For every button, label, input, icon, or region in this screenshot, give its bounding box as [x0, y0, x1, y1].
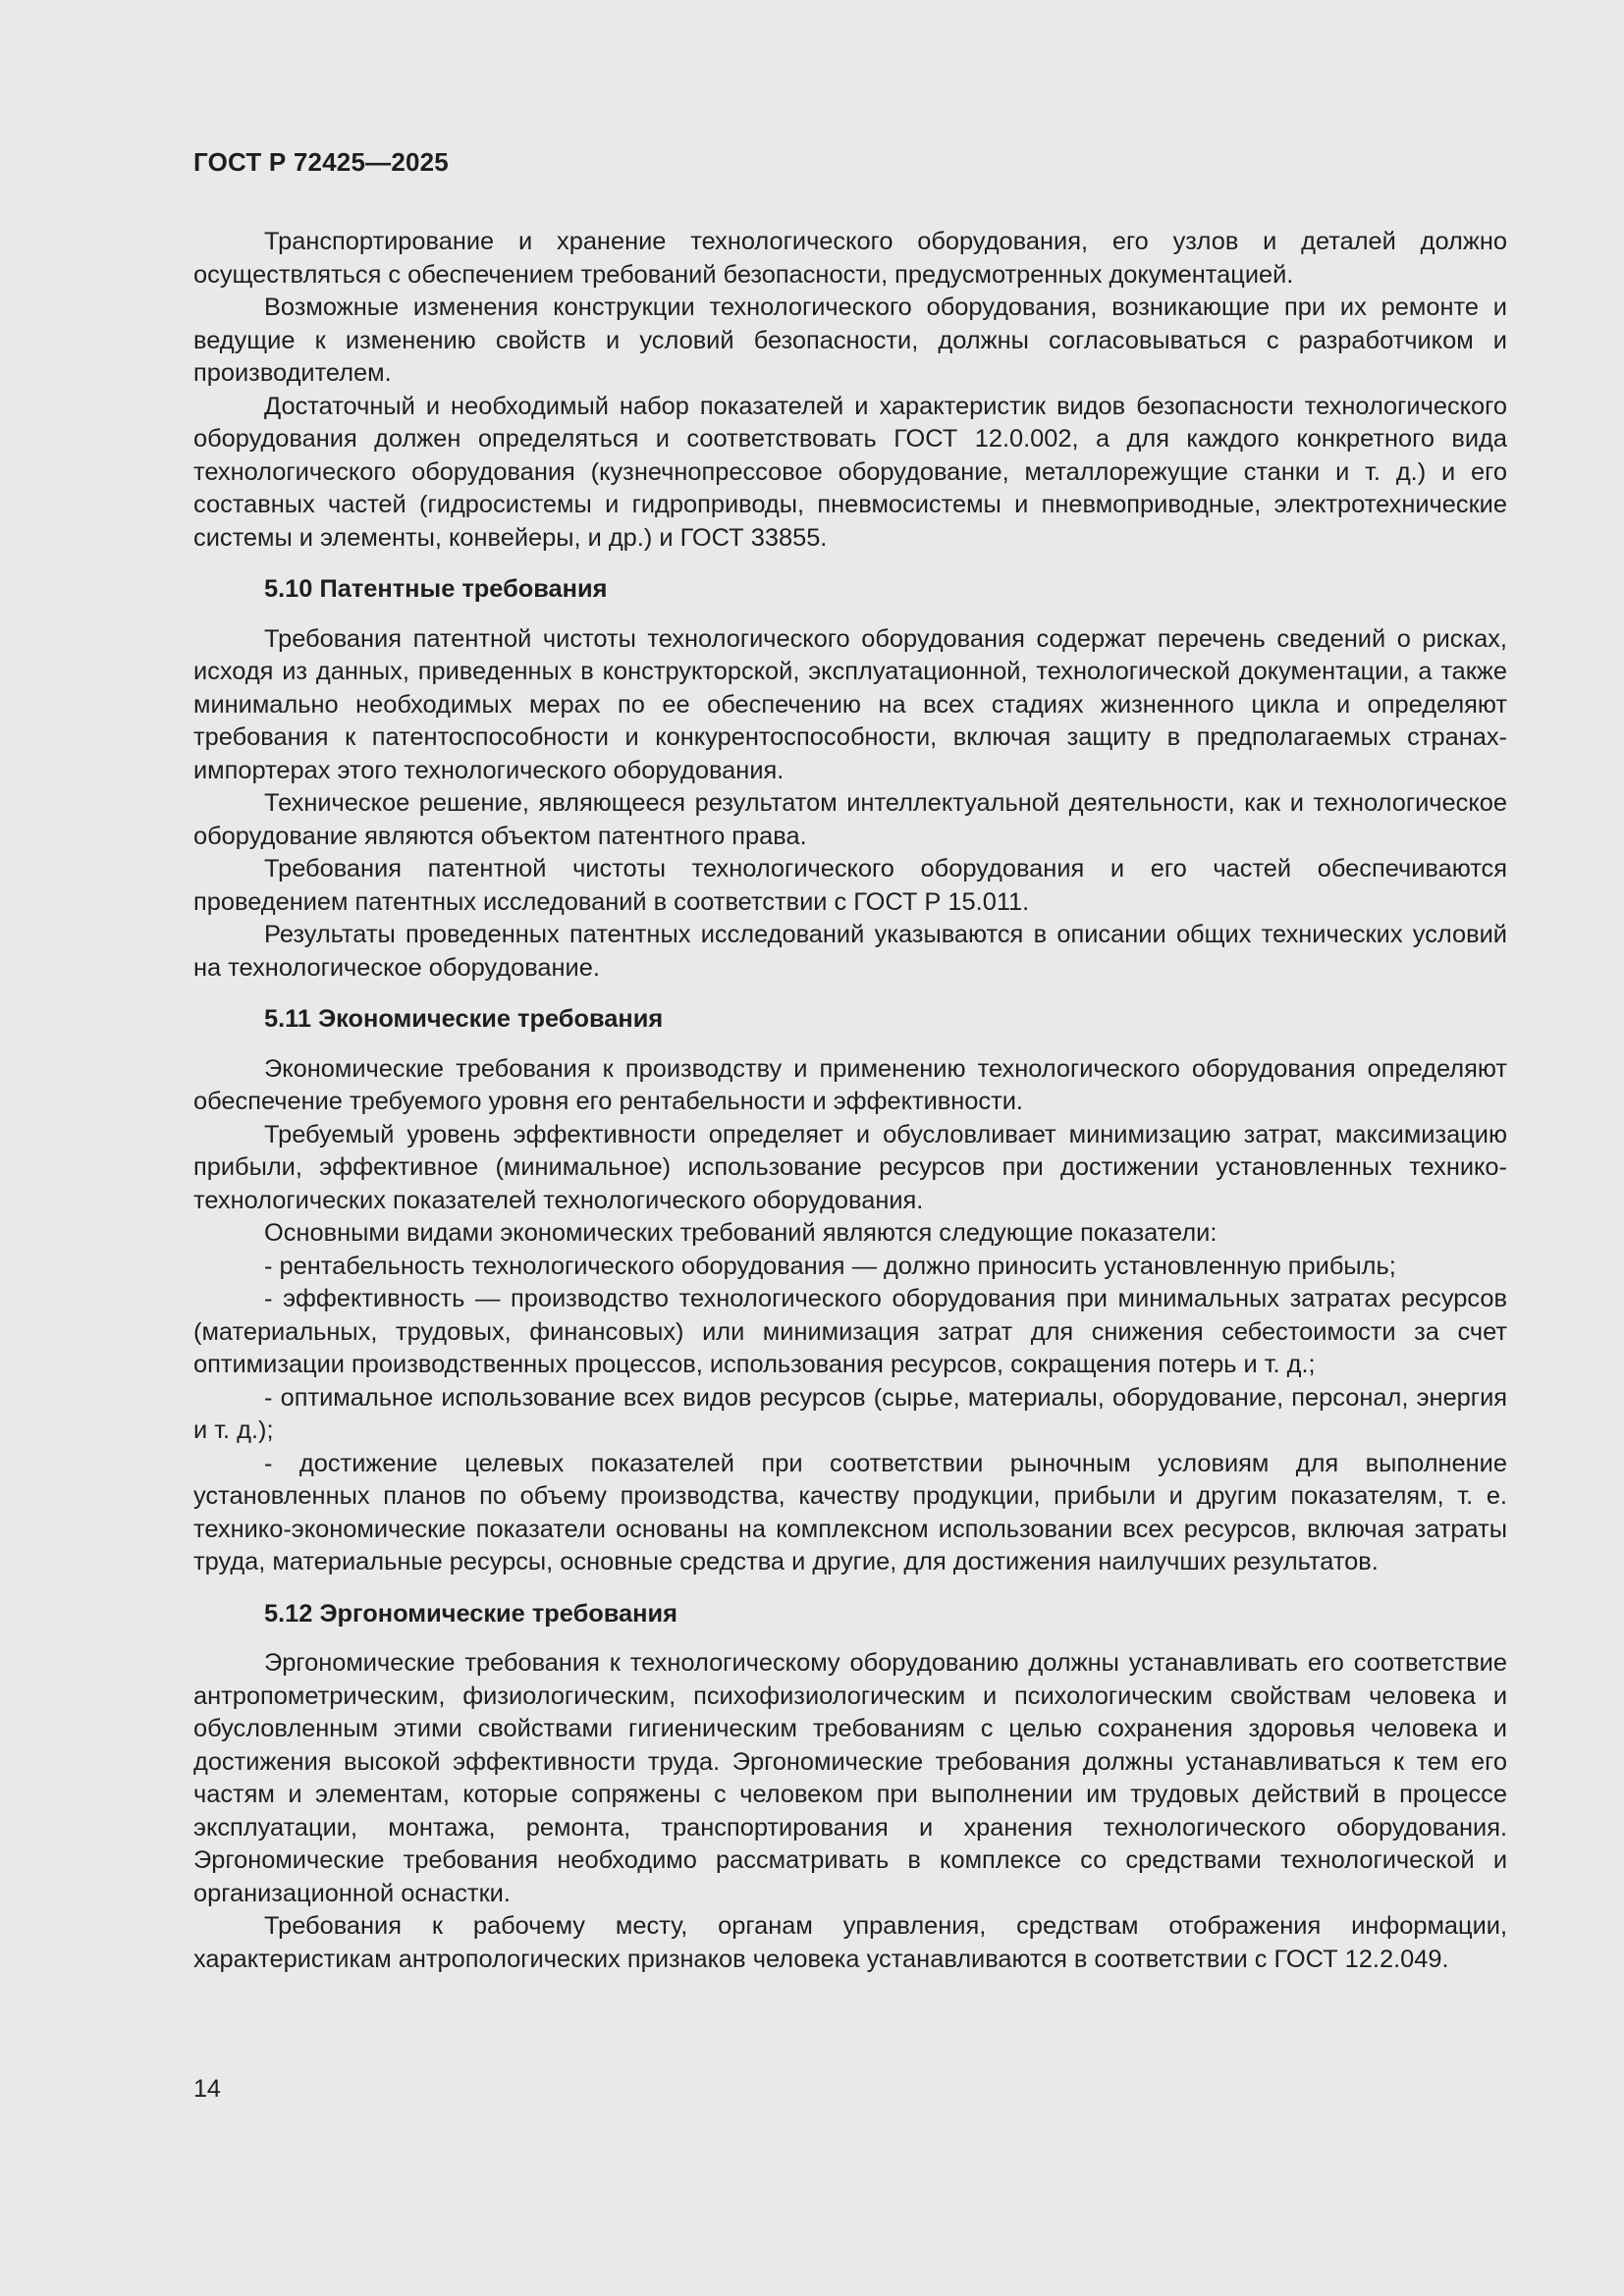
document-body	[193, 226, 1507, 1976]
section-heading-5-10: 5.10 Патентные требования	[264, 575, 608, 603]
section-5-10-paragraph-4: Результаты проведенных патентных исследований указываются в описании общих технических условий на технологическое оборудование.	[193, 921, 1507, 982]
section-5-10-paragraph-2: Техническое решение, являющееся результатом интеллектуальной деятельности, как и технологическое оборудование являются объектом патентного права.	[193, 789, 1507, 850]
section-5-11-paragraph-1: Экономические требования к производству и применению технологического оборудования определяют обеспечение требуемого уровня его рентабельности и эффективности.	[193, 1054, 1507, 1115]
list-item: - эффективность — производство технологического оборудования при минимальных затратах ресурсов (материальных, трудовых, финансовых) или минимизация затрат для снижения себестоимости за счет оптимизации производственных процессов, использования ресурсов, сокращения потерь и т. д.;	[193, 1285, 1507, 1378]
page-number: 14	[193, 2075, 221, 2103]
section-5-11-paragraph-3: Основными видами экономических требований являются следующие показатели:	[264, 1219, 1218, 1247]
intro-paragraph-2: Возможные изменения конструкции технологического оборудования, возникающие при их ремонте и ведущие к изменению свойств и условий безопасности, должны согласовываться с разработчиком и производителем.	[193, 294, 1507, 387]
section-5-10-paragraph-3: Требования патентной чистоты технологического оборудования и его частей обеспечиваются проведением патентных исследований в соответствии с ГОСТ Р 15.011.	[193, 855, 1507, 916]
intro-paragraph-1: Транспортирование и хранение технологического оборудования, его узлов и деталей должно осуществляться с обеспечением требований безопасности, предусмотренных документацией.	[193, 228, 1507, 289]
standard-designation: ГОСТ Р 72425—2025	[193, 147, 449, 177]
section-5-10-paragraph-1: Требования патентной чистоты технологического оборудования содержат перечень сведений о рисках, исходя из данных, приведенных в конструкторской, эксплуатационной, технологической документации, а также минимально необходимых мерах по ее обеспечению на всех стадиях жизненного цикла и определяют требования к патентоспособности и конкурентоспособности, включая защиту в предполагаемых странах-импортерах этого технологического оборудования.	[193, 624, 1507, 784]
section-5-12-paragraph-1: Эргономические требования к технологическому оборудованию должны устанавливать его соответствие антропометрическим, физиологическим, психофизиологическим и психологическим свойствам человека и обусловленным этими свойствами гигиеническим требованиям с целью сохранения здоровья человека и достижения высокой эффективности труда. Эргономические требования должны устанавливаться к тем его частям и элементам, которые сопряжены с человеком при выполнении им трудовых действий в процессе эксплуатации, монтажа, ремонта, транспортирования и хранения технологического оборудования. Эргономические требования необходимо рассматривать в комплексе со средствами технологической и организационной оснастки.	[193, 1649, 1507, 1907]
section-5-11-paragraph-2: Требуемый уровень эффективности определяет и обусловливает минимизацию затрат, максимизацию прибыли, эффективное (минимальное) использование ресурсов при достижении установленных технико-технологических показателей технологического оборудования.	[193, 1120, 1507, 1214]
list-item: - рентабельность технологического оборудования — должно приносить установленную прибыль;	[264, 1252, 1396, 1280]
section-heading-5-12: 5.12 Эргономические требования	[264, 1599, 677, 1628]
intro-paragraph-3: Достаточный и необходимый набор показателей и характеристик видов безопасности технологического оборудования должен определяться и соответствовать ГОСТ 12.0.002, а для каждого конкретного вида технологического оборудования (кузнечнопрессовое оборудование, металлорежущие станки и т. д.) и его составных частей (гидросистемы и гидроприводы, пневмосистемы и пневмоприводные, электротехнические системы и элементы, конвейеры, и др.) и ГОСТ 33855.	[193, 392, 1507, 552]
section-heading-5-11: 5.11 Экономические требования	[264, 1005, 664, 1033]
list-item: - достижение целевых показателей при соответствии рыночным условиям для выполнение установленных планов по объему производства, качеству продукции, прибыли и другим показателям, т. е. технико-экономические показатели основаны на комплексном использовании всех ресурсов, включая затраты труда, материальные ресурсы, основные средства и другие, для достижения наилучших результатов.	[193, 1449, 1507, 1575]
list-item: - оптимальное использование всех видов ресурсов (сырье, материалы, оборудование, персонал, энергия и т. д.);	[193, 1383, 1507, 1444]
section-5-12-paragraph-2: Требования к рабочему месту, органам управления, средствам отображения информации, характеристикам антропологических признаков человека устанавливаются в соответствии с ГОСТ 12.2.049.	[193, 1912, 1507, 1973]
